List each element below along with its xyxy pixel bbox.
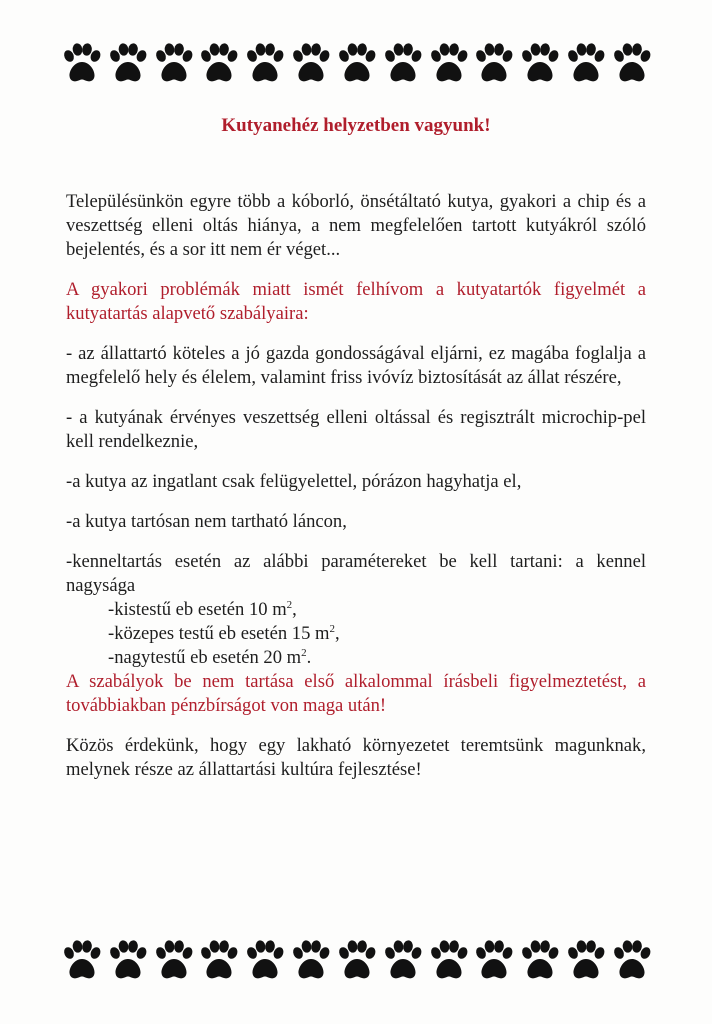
kennel-size-large: -nagytestű eb esetén 20 $m^2$. [108,646,312,668]
paw-print-icon [337,939,377,981]
document-body [66,190,646,798]
paw-print-icon [566,939,606,981]
rule-chain-paragraph: -a kutya tartósan nem tartható láncon, [66,511,347,532]
penalty-paragraph: A szabályok be nem tartása első alkalommal írásbeli figyelmeztetést, a továbbiakban pénzbírságot von maga után! [66,671,646,716]
paw-print-icon [429,939,469,981]
rule-kennel-paragraph: -kenneltartás esetén az alábbi paramétereket be kell tartani: a kennel nagysága [66,551,646,596]
rule-care-paragraph: - az állattartó köteles a jó gazda gondosságával eljárni, ez magába foglalja a megfelelő hely és élelem, valamint friss ivóvíz biztosítását az állat részére, [66,343,646,388]
page-title: Kutyanehéz helyzetben vagyunk! [221,115,491,136]
rule-leash-paragraph: -a kutya az ingatlant csak felügyelettel, pórázon hagyhatja el, [66,471,522,492]
kennel-size-list [66,598,646,670]
paw-print-icon [291,42,331,84]
paw-print-icon [108,939,148,981]
paw-print-icon [520,939,560,981]
paw-print-icon [245,939,285,981]
intro-paragraph: Településünkön egyre több a kóborló, önsétáltató kutya, gyakori a chip és a veszettség elleni oltás hiánya, a nem megfelelően tartott kutyákról szóló bejelentés, és a sor itt nem ér véget... [66,191,646,260]
kennel-size-medium: -közepes testű eb esetén 15 $m^2$, [108,622,340,644]
paw-print-icon [383,42,423,84]
bottom-paw-border [62,937,652,983]
paw-print-icon [383,939,423,981]
paw-print-icon [612,939,652,981]
paw-print-icon [62,42,102,84]
warning-intro-paragraph: A gyakori problémák miatt ismét felhívom a kutyatartók figyelmét a kutyatartás alapvető szabályaira: [66,279,646,324]
paw-print-icon [108,42,148,84]
paw-print-icon [337,42,377,84]
paw-print-icon [291,939,331,981]
top-paw-border [62,40,652,86]
paw-print-icon [566,42,606,84]
paw-print-icon [612,42,652,84]
paw-print-icon [62,939,102,981]
paw-print-icon [154,42,194,84]
paw-print-icon [199,939,239,981]
closing-paragraph: Közös érdekünk, hogy egy lakható környezetet teremtsünk magunknak, melynek része az állattartási kultúra fejlesztése! [66,735,646,780]
paw-print-icon [429,42,469,84]
paw-print-icon [474,42,514,84]
paw-print-icon [199,42,239,84]
rule-vaccination-paragraph: - a kutyának érvényes veszettség elleni oltással és regisztrált microchip-pel kell rendelkeznie, [66,407,646,452]
paw-print-icon [520,42,560,84]
paw-print-icon [154,939,194,981]
paw-print-icon [474,939,514,981]
kennel-size-small: -kistestű eb esetén 10 $m^2$, [108,598,297,620]
paw-print-icon [245,42,285,84]
